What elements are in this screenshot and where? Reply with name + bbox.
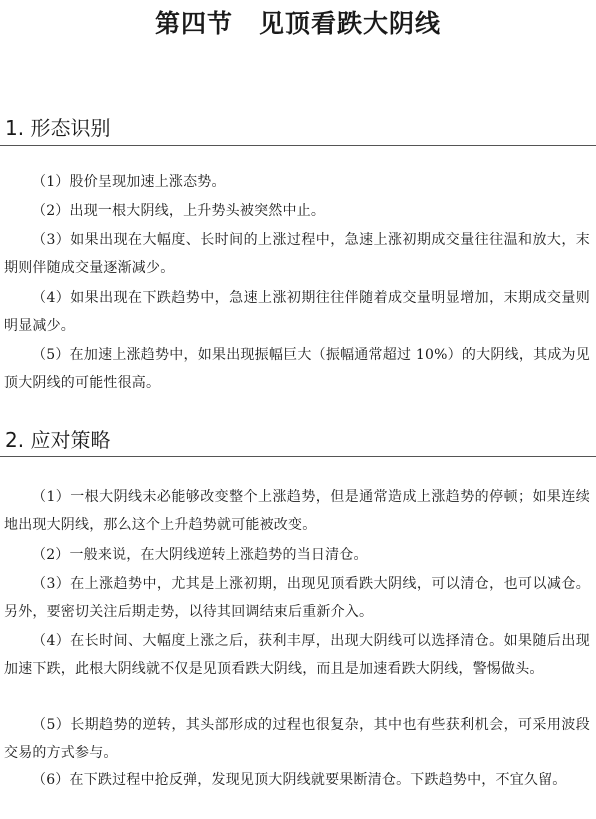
section-divider <box>0 145 596 146</box>
pattern-item-4: （4）如果出现在下跌趋势中，急速上涨初期往往伴随着成交量明显增加，末期成交量则明显减少。 <box>4 290 590 334</box>
strategy-item-4: （4）在长时间、大幅度上涨之后，获利丰厚，出现大阴线可以选择清仓。如果随后出现加速下跌，此根大阴线就不仅是见顶看跌大阴线，而且是加速看跌大阴线，警惕做头。 <box>4 633 590 677</box>
pattern-item-2: （2）出现一根大阴线，上升势头被突然中止。 <box>32 203 326 219</box>
pattern-item-1: （1）股价呈现加速上涨态势。 <box>32 174 226 190</box>
strategy-item-1: （1）一根大阴线未必能够改变整个上涨趋势，但是通常造成上涨趋势的停顿；如果连续地出现大阴线，那么这个上升趋势就可能被改变。 <box>4 489 590 533</box>
strategy-item-2: （2）一般来说，在大阴线逆转上涨趋势的当日清仓。 <box>32 547 368 563</box>
strategy-item-6: （6）在下跌过程中抢反弹，发现见顶大阴线就要果断清仓。下跌趋势中，不宜久留。 <box>32 772 567 788</box>
section-heading-pattern-recognition: 1. 形态识别 <box>5 116 111 140</box>
strategy-item-5: （5）长期趋势的逆转，其头部形成的过程也很复杂，其中也有些获利机会，可采用波段交易的方式参与。 <box>4 717 590 761</box>
section-divider <box>0 456 596 457</box>
section-heading-strategy: 2. 应对策略 <box>5 428 111 452</box>
pattern-item-3: （3）如果出现在大幅度、长时间的上涨过程中，急速上涨初期成交量往往温和放大，末期则伴随成交量逐渐减少。 <box>4 232 590 276</box>
pattern-item-5: （5）在加速上涨趋势中，如果出现振幅巨大（振幅通常超过 10%）的大阴线，其成为见顶大阴线的可能性很高。 <box>4 347 590 391</box>
strategy-item-3: （3）在上涨趋势中，尤其是上涨初期，出现见顶看跌大阴线，可以清仓，也可以减仓。另外，要密切关注后期走势，以待其回调结束后重新介入。 <box>4 576 590 620</box>
chapter-title: 第四节 见顶看跌大阴线 <box>154 9 441 38</box>
